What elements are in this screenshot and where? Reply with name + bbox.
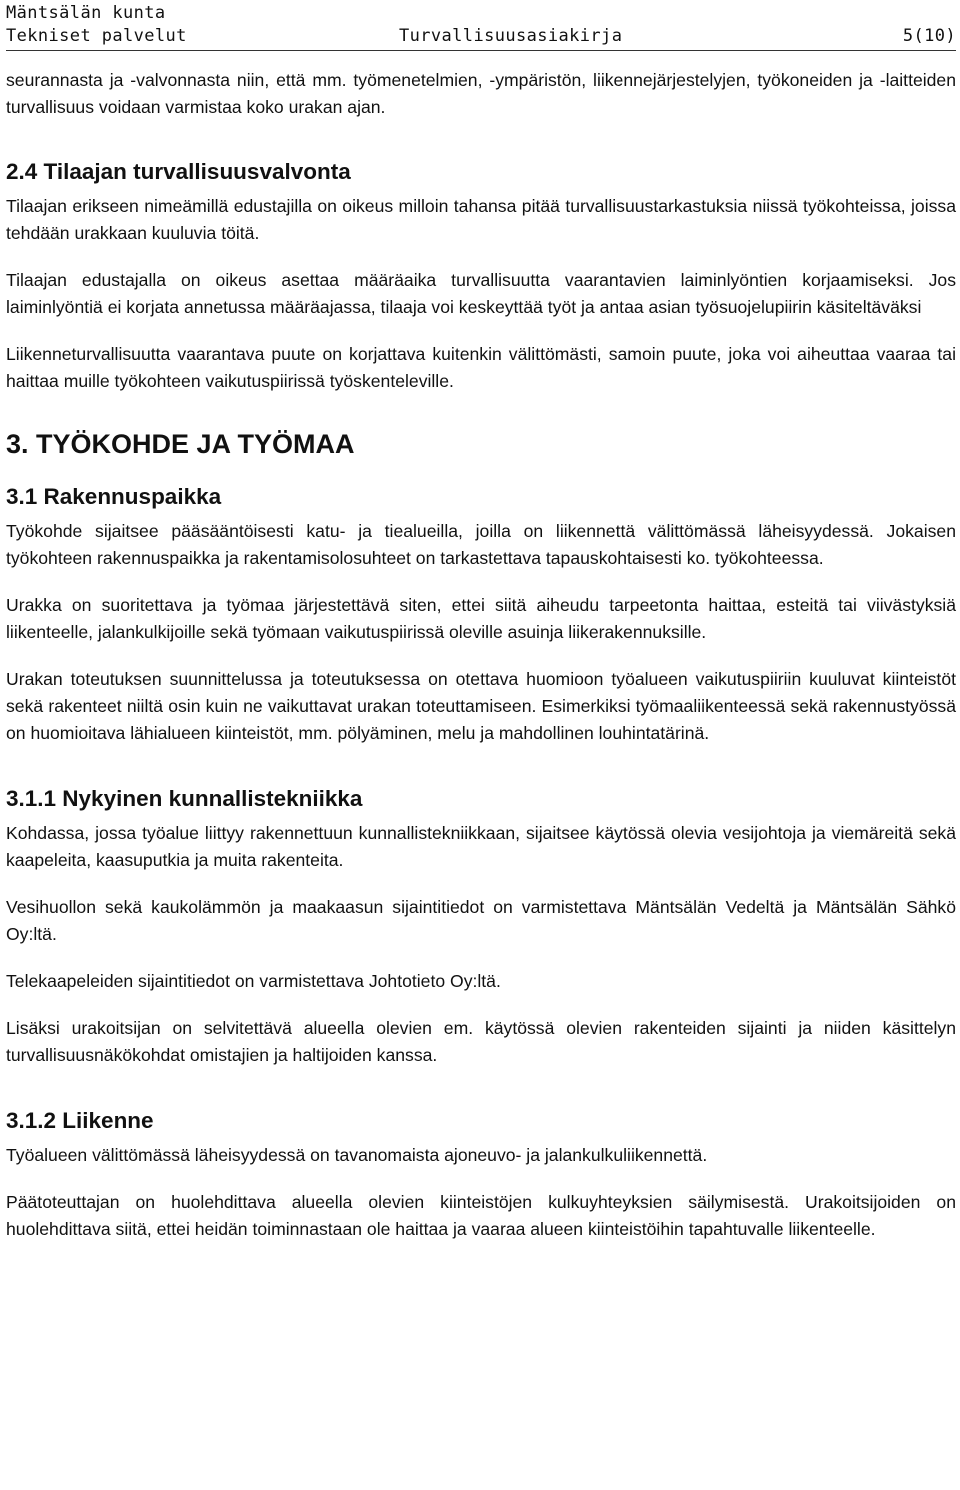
section-3-1-1-paragraph-3: Telekaapeleiden sijaintitiedot on varmistettava Johtotieto Oy:ltä.	[6, 971, 501, 991]
intro-paragraph: seurannasta ja -valvonnasta niin, että mm. työmenetelmien, -ympäristön, liikennejärjestelyjen, työkoneiden ja -laitteiden turvallisuus voidaan varmistaa koko urakan ajan.	[6, 70, 956, 117]
section-3-heading: 3. TYÖKOHDE JA TYÖMAA	[6, 429, 355, 459]
header-department: Tekniset palvelut	[6, 26, 187, 46]
section-3-1-2-paragraph-2: Päätoteuttajan on huolehdittava alueella olevien kiinteistöjen kulkuyhteyksien säilymisestä. Urakoitsijoiden on huolehdittava siitä, ettei heidän toiminnastaan ole haittaa ja vaaraa alueen kiinteistöihin tapahtuvalle liikenteelle.	[6, 1192, 956, 1239]
section-3-1-2-heading: 3.1.2 Liikenne	[6, 1108, 154, 1133]
header-page-number: 5(10)	[902, 26, 956, 46]
section-3-1-2-paragraph-1: Työalueen välittömässä läheisyydessä on tavanomaista ajoneuvo- ja jalankulkuliikennettä.	[6, 1145, 708, 1165]
section-3-1-1-paragraph-1: Kohdassa, jossa työalue liittyy rakennettuun kunnallistekniikkaan, sijaitsee käytössä olevia vesijohtoja ja viemäreitä sekä kaapeleita, kaasuputkia ja muita rakenteita.	[6, 823, 956, 870]
section-3-1-heading: 3.1 Rakennuspaikka	[6, 484, 222, 509]
header-document-title: Turvallisuusasiakirja	[399, 26, 623, 46]
header-divider	[6, 50, 956, 51]
document-page	[6, 0, 956, 1239]
section-2-4-paragraph-1: Tilaajan erikseen nimeämillä edustajilla on oikeus milloin tahansa pitää turvallisuustarkastuksia niissä työkohteissa, joissa tehdään urakkaan kuuluvia töitä.	[6, 196, 956, 243]
section-2-4-heading: 2.4 Tilaajan turvallisuusvalvonta	[6, 159, 351, 184]
document-body	[6, 67, 956, 1243]
section-2-4-paragraph-3: Liikenneturvallisuutta vaarantava puute on korjattava kuitenkin välittömästi, samoin puute, joka voi aiheuttaa vaaraa tai haittaa muille työkohteen vaikutuspiirissä työskenteleville.	[6, 344, 956, 391]
page-header	[6, 0, 956, 48]
section-2-4-paragraph-2: Tilaajan edustajalla on oikeus asettaa määräaika turvallisuutta vaarantavien laiminlyöntien korjaamiseksi. Jos laiminlyöntiä ei korjata annetussa määräajassa, tilaaja voi keskeyttää työt ja antaa asian työsuojelupiirin käsiteltäväksi	[6, 270, 956, 317]
section-3-1-1-paragraph-2: Vesihuollon sekä kaukolämmön ja maakaasun sijaintitiedot on varmistettava Mäntsälän Vedeltä ja Mäntsälän Sähkö Oy:ltä.	[6, 897, 956, 944]
header-organization: Mäntsälän kunta	[6, 3, 166, 23]
section-3-1-1-heading: 3.1.1 Nykyinen kunnallistekniikka	[6, 786, 363, 811]
section-3-1-1-paragraph-4: Lisäksi urakoitsijan on selvitettävä alueella olevien em. käytössä olevien rakenteiden sijainti ja niiden käsittelyn turvallisuusnäkökohdat omistajien ja haltijoiden kanssa.	[6, 1018, 956, 1065]
section-3-1-paragraph-1: Työkohde sijaitsee pääsääntöisesti katu- ja tiealueilla, joilla on liikennettä välittömässä läheisyydessä. Jokaisen työkohteen rakennuspaikka ja rakentamisolosuhteet on tarkastettava tapauskohtaisesti ko. työkohteessa.	[6, 521, 956, 568]
section-3-1-paragraph-2: Urakka on suoritettava ja työmaa järjestettävä siten, ettei siitä aiheudu tarpeetonta haittaa, esteitä tai viivästyksiä liikenteelle, jalankulkijoille sekä työmaan vaikutuspiirissä oleville asuinja liikerakennuksille.	[6, 595, 956, 642]
section-3-1-paragraph-3: Urakan toteutuksen suunnittelussa ja toteutuksessa on otettava huomioon työalueen vaikutuspiiriin kuuluvat kiinteistöt sekä rakenteet niiltä osin kuin ne vaikuttavat urakan toteuttamiseen. Esimerkiksi työmaaliikenteessä sekä rakennustyössä on huomioitava lähialueen kiinteistöt, mm. pölyäminen, melu ja mahdollinen louhintatärinä.	[6, 669, 956, 743]
